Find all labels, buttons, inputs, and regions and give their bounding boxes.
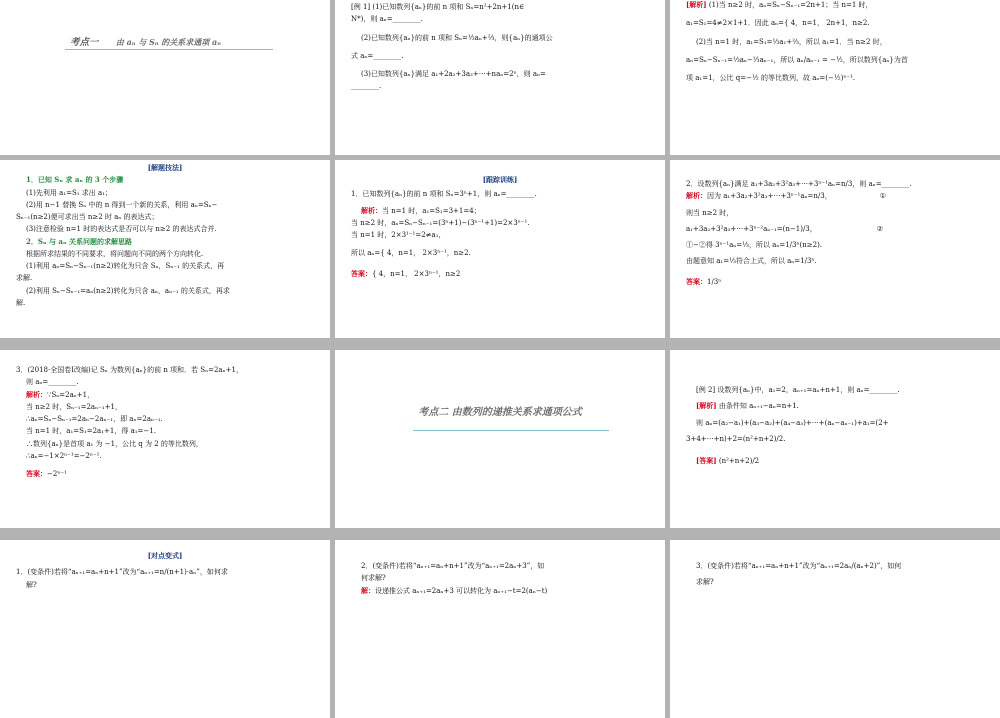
analysis-line-5: 项 a₁=1，公比 q=−½ 的等比数列，故 aₙ=(−½)ⁿ⁻¹. (686, 74, 856, 82)
example-2-answer: (n²+n+2)/2 (718, 457, 760, 465)
q2-question: 2．设数列{aₙ}满足 a₁+3a₂+3²a₃+⋯+3ⁿ⁻¹aₙ=n/3，则 aₙ=________. (686, 180, 912, 188)
technique-para-3b: 解. (16, 298, 26, 307)
q2-analysis-3: a₁+3a₂+3²a₃+⋯+3ⁿ⁻²aₙ₋₁=(n−1)/3， (686, 224, 817, 233)
variant-3-line-2: 求解? (696, 578, 714, 587)
q2-analysis-4: ①−②得 3ⁿ⁻¹aₙ=⅓，所以 aₙ=1/3ⁿ(n≥2). (686, 241, 823, 249)
example-2-line-4: 3+4+⋯+n)+2=(n²+n+2)/2. (686, 434, 786, 443)
technique-heading-1: 1．已知 Sₙ 求 aₙ 的 3 个步骤 (26, 175, 124, 185)
q3-analysis-3: ∴aₙ=Sₙ−Sₙ₋₁=2aₙ−2aₙ₋₁，即 aₙ=2aₙ₋₁. (26, 415, 163, 423)
title-underline (65, 49, 273, 50)
slide-4[interactable] (0, 160, 330, 338)
practice-answer: { 4，n=1， 2×3ⁿ⁻¹，n≥2 (372, 269, 461, 278)
q2-marker-2: ② (876, 224, 884, 233)
q3-answer: −2ⁿ⁻¹ (47, 470, 67, 478)
practice-analysis-2: 当 n≥2 时，aₙ=Sₙ−Sₙ₋₁=(3ⁿ+1)−(3ⁿ⁻¹+1)=2×3ⁿ⁻¹. (351, 218, 530, 227)
q2-marker-1: ① (879, 192, 886, 201)
q3-analysis-1: ∵Sₙ=2aₙ+1， (47, 390, 95, 399)
slide-5[interactable] (335, 160, 665, 338)
q3-question-1: 3．(2018·全国卷Ⅰ改编)记 Sₙ 为数列{aₙ}的前 n 项和．若 Sₙ=2aₙ+1， (16, 366, 243, 374)
q3-analysis-label: 解析： (26, 389, 47, 399)
slide-10[interactable] (0, 540, 330, 718)
q3-analysis-2: 当 n≥2 时，Sₙ₋₁=2aₙ₋₁+1， (26, 402, 122, 411)
example-2-analysis-label: [解析] (696, 401, 717, 411)
q3-answer-label: 答案： (26, 469, 47, 478)
slide-3[interactable] (670, 0, 1000, 155)
analysis-line-4: aₙ=Sₙ−Sₙ₋₁=⅓aₙ−⅓aₙ₋₁，所以 aₙ/aₙ₋₁ = −½，所以数列{aₙ}为首 (686, 55, 908, 64)
practice-analysis-label: 解析： (361, 205, 382, 215)
practice-analysis-1: 当 n=1 时，a₁=S₁=3+1=4； (382, 206, 481, 215)
topic-text: 由 aₙ 与 Sₙ 的关系求通项 aₙ (115, 37, 221, 47)
example-2-line-2: 由条件知 aₙ₊₁−aₙ=n+1. (718, 402, 799, 411)
example-line-4: 式 aₙ=________. (351, 51, 404, 60)
slide-8[interactable] (335, 350, 665, 528)
example-line-3: (2)已知数列{aₙ}的前 n 项和 Sₙ=⅓aₙ+⅔，则{aₙ}的通项公 (361, 33, 553, 42)
slide-1[interactable] (0, 0, 330, 155)
topic-2-title: 考点二 由数列的递推关系求通项公式 (418, 407, 582, 418)
technique-heading-2: 2．Sₙ 与 aₙ 关系问题的求解思路 (26, 236, 133, 246)
practice-analysis-3: 当 n=1 时，2×3¹⁻¹=2≠a₁， (351, 231, 446, 239)
q3-analysis-6: ∴aₙ=−1×2ⁿ⁻¹=−2ⁿ⁻¹. (26, 451, 102, 460)
technique-step-2a: (2)用 n−1 替换 Sₙ 中的 n 得到一个新的关系，利用 aₙ=Sₙ− (26, 200, 218, 209)
variant-2-line-2: 何求解? (361, 574, 386, 583)
variant-3-line-1: 3．(变条件)若将“aₙ₊₁=aₙ+n+1”改为“aₙ₊₁=2aₙ/(aₙ+2)”，如何 (696, 562, 902, 570)
q2-analysis-label: 解析： (686, 191, 707, 201)
technique-bracket: [解题技法] (147, 163, 183, 172)
technique-para-1: 根据所求结果的不同要求，将问题向不同的两个方向转化. (26, 249, 204, 258)
technique-step-2b: Sₙ₋₁(n≥2)便可求出当 n≥2 时 aₙ 的表达式； (16, 213, 159, 221)
slide-7[interactable] (0, 350, 330, 528)
slide-9[interactable] (670, 350, 1000, 528)
q2-answer: 1/3ⁿ (707, 277, 722, 286)
variant-2-line-1: 2．(变条件)若将“aₙ₊₁=aₙ+n+1”改为“aₙ₊₁=2aₙ+3”，如 (361, 562, 545, 570)
variant-1-line-2: 解? (26, 580, 37, 589)
analysis-line-1: (1)当 n≥2 时，aₙ=Sₙ−Sₙ₋₁=2n+1；当 n=1 时， (708, 1, 873, 9)
q2-analysis-1: 因为 a₁+3a₂+3²a₃+⋯+3ⁿ⁻¹aₙ=n/3， (707, 192, 832, 201)
variant-2-solution-label: 解： (361, 585, 375, 595)
example-2-answer-label: [答案] (696, 456, 717, 465)
example-line-6: ________. (351, 82, 382, 91)
variant-2-line-3: 设递推公式 aₙ₊₁=2aₙ+3 可以转化为 aₙ₊₁−t=2(aₙ−t) (375, 586, 548, 595)
slide-12[interactable] (670, 540, 1000, 718)
q2-analysis-5: 由题意知 a₁=⅓符合上式，所以 aₙ=1/3ⁿ. (686, 257, 817, 266)
slide-6[interactable] (670, 160, 1000, 338)
q3-analysis-5: ∴数列{aₙ}是首项 a₁ 为 −1，公比 q 为 2 的等比数列， (26, 439, 203, 448)
example-2-line-3: 则 aₙ=(a₂−a₁)+(a₃−a₂)+(a₄−a₃)+⋯+(aₙ−aₙ₋₁)+a₁=(2+ (696, 418, 889, 427)
q3-question-2: 则 aₙ=________. (26, 378, 79, 387)
q3-analysis-4: 当 n=1 时，a₁=S₁=2a₁+1，得 a₁=−1. (26, 427, 156, 436)
analysis-line-3: (2)当 n=1 时，a₁=S₁=⅓a₁+⅔，所以 a₁=1．当 n≥2 时， (696, 37, 887, 46)
technique-para-2b: 求解. (16, 274, 33, 283)
technique-step-3: (3)注意检验 n=1 时的表达式是否可以与 n≥2 的表达式合并. (26, 225, 217, 234)
topic-2-underline (413, 430, 609, 431)
q2-answer-label: 答案： (686, 276, 707, 286)
example-line-1: [例 1] (1)已知数列{aₙ}的前 n 项和 Sₙ=n²+2n+1(n∈ (351, 3, 525, 11)
q2-analysis-2: 则当 n≥2 时， (686, 208, 734, 217)
topic-heading: 考点一 (70, 37, 99, 48)
technique-para-3a: (2)利用 Sₙ−Sₙ₋₁=aₙ(n≥2)转化为只含 aₙ，aₙ₋₁ 的关系式，再求 (26, 286, 230, 295)
practice-analysis-4: 所以 aₙ={ 4，n=1， 2×3ⁿ⁻¹，n≥2. (351, 249, 471, 258)
slide-2[interactable] (335, 0, 665, 155)
example-line-2: N*)，则 aₙ=________. (351, 15, 423, 24)
practice-question: 1．已知数列{aₙ}的前 n 项和 Sₙ=3ⁿ+1，则 aₙ=________. (351, 190, 537, 199)
slide-11[interactable] (335, 540, 665, 718)
example-line-5: (3)已知数列{aₙ}满足 a₁+2a₂+3a₃+⋯+naₙ=2ⁿ，则 aₙ= (361, 70, 546, 78)
technique-step-1: (1)先利用 a₁=S₁ 求出 a₁； (26, 188, 113, 197)
analysis-line-2: a₁=S₁=4≠2×1+1．因此 aₙ={ 4，n=1， 2n+1，n≥2. (686, 19, 870, 28)
example-2-line-1: [例 2] 设数列{aₙ}中，a₁=2，aₙ₊₁=aₙ+n+1，则 aₙ=________. (696, 386, 900, 394)
variant-bracket: [对点变式] (147, 551, 183, 560)
analysis-label: [解析] (686, 0, 707, 9)
practice-answer-label: 答案： (351, 268, 372, 278)
practice-bracket: [跟踪训练] (482, 175, 518, 184)
technique-para-2a: (1)利用 aₙ=Sₙ−Sₙ₋₁(n≥2)转化为只含 Sₙ，Sₙ₋₁ 的关系式，再 (26, 262, 225, 270)
variant-1-line-1: 1．(变条件)若将“aₙ₊₁=aₙ+n+1”改为“aₙ₊₁=n/(n+1)·aₙ”，如何求 (16, 568, 228, 577)
